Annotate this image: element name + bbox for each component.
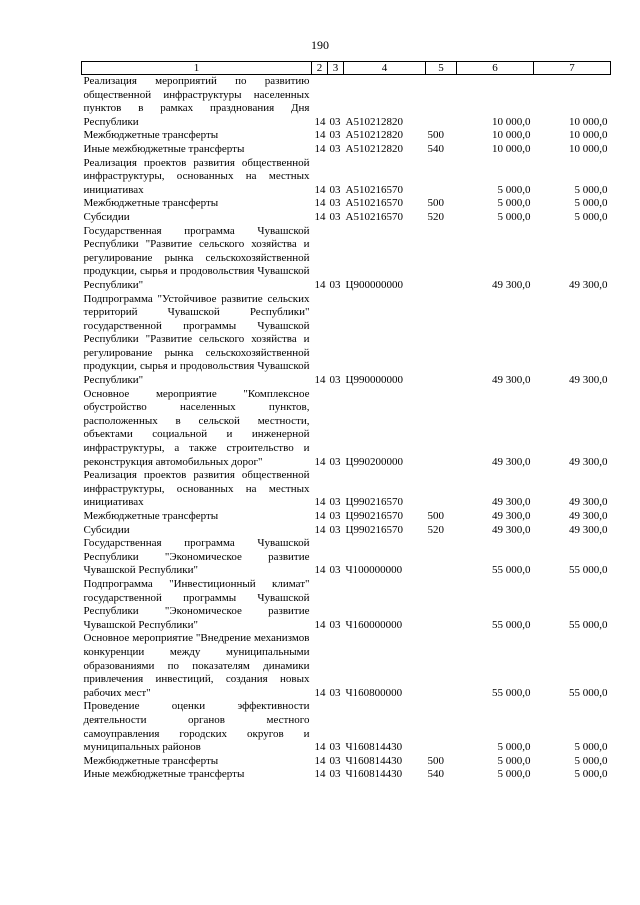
row-section-cell: 14 xyxy=(314,374,326,387)
row-name-cell: Межбюджетные трансферты xyxy=(83,129,219,142)
row-name-cell: Основное мероприятие "Комплексное обустройство населенных пунктов, расположенных в сельской местности, объектами социальной и инженерной инфраструктуры, а также строительство и реконструкция автомобильных дорог" xyxy=(83,387,310,468)
row-expense-type-cell: 520 xyxy=(427,210,444,223)
row-amount-col7-cell: 55 000,0 xyxy=(569,686,608,699)
row-subsection-cell: 03 xyxy=(329,510,341,522)
row-name-cell: Субсидии xyxy=(83,210,130,223)
header-col-1: 1 xyxy=(82,62,312,75)
table-row xyxy=(82,578,611,632)
table-row xyxy=(82,225,611,293)
row-target-article-cell: А510212820 xyxy=(345,129,403,142)
row-subsection-cell: 03 xyxy=(329,455,341,468)
row-amount-col7-cell: 49 300,0 xyxy=(569,278,608,291)
row-amount-col6-cell: 49 300,0 xyxy=(492,523,531,536)
header-col-5: 5 xyxy=(426,62,457,75)
row-expense-type-cell: 540 xyxy=(427,768,444,781)
row-expense-type-cell xyxy=(426,469,457,510)
row-target-article-cell: Ч160000000 xyxy=(345,618,403,631)
row-section-cell: 14 xyxy=(314,183,326,196)
row-subsection-cell: 03 xyxy=(329,129,341,142)
row-amount-col6-cell: 55 000,0 xyxy=(492,618,531,631)
row-amount-col6-cell: 5 000,0 xyxy=(497,768,531,781)
budget-table-container xyxy=(81,61,610,782)
header-col-6: 6 xyxy=(457,62,534,75)
row-name-cell: Реализация проектов развития общественной инфраструктуры, основанных на местных инициативах xyxy=(83,156,310,196)
row-name-cell: Межбюджетные трансферты xyxy=(83,510,219,522)
table-body xyxy=(82,75,611,782)
budget-table xyxy=(81,61,611,782)
row-expense-type-cell xyxy=(426,75,457,130)
page-number: 190 xyxy=(311,38,329,52)
row-name-cell: Иные межбюджетные трансферты xyxy=(83,142,245,155)
row-subsection-cell: 03 xyxy=(329,210,341,223)
row-section-cell: 14 xyxy=(314,510,326,522)
row-subsection-cell: 03 xyxy=(329,768,341,781)
row-name-cell: Иные межбюджетные трансферты xyxy=(83,768,245,781)
row-amount-col7-cell: 49 300,0 xyxy=(569,510,608,522)
row-target-article-cell: Ч160814430 xyxy=(345,741,403,754)
row-amount-col6-cell: 5 000,0 xyxy=(497,183,531,196)
row-target-article-cell: Ц990200000 xyxy=(345,455,403,468)
row-name-cell: Межбюджетные трансферты xyxy=(83,754,219,767)
row-section-cell: 14 xyxy=(314,754,326,767)
row-section-cell: 14 xyxy=(314,768,326,781)
row-target-article-cell: Ч160814430 xyxy=(345,768,403,781)
table-row xyxy=(82,75,611,130)
row-subsection-cell: 03 xyxy=(329,618,341,631)
header-col-4: 4 xyxy=(344,62,426,75)
row-amount-col7-cell: 10 000,0 xyxy=(569,142,608,155)
row-subsection-cell: 03 xyxy=(329,523,341,536)
row-target-article-cell: Ц990216570 xyxy=(345,510,403,522)
header-col-2: 2 xyxy=(312,62,328,75)
row-amount-col7-cell: 49 300,0 xyxy=(569,455,608,468)
row-subsection-cell: 03 xyxy=(329,183,341,196)
row-target-article-cell: Ч160800000 xyxy=(345,686,403,699)
row-target-article-cell: Ц900000000 xyxy=(345,278,403,291)
table-row xyxy=(82,537,611,578)
row-amount-col7-cell: 5 000,0 xyxy=(574,210,608,223)
row-expense-type-cell xyxy=(426,578,457,632)
row-subsection-cell: 03 xyxy=(329,754,341,767)
row-amount-col7-cell: 10 000,0 xyxy=(569,129,608,142)
row-section-cell: 14 xyxy=(314,686,326,699)
table-row xyxy=(82,293,611,388)
row-subsection-cell: 03 xyxy=(329,278,341,291)
row-name-cell: Реализация мероприятий по развитию общественной инфраструктуры населенных пунктов в рамках празднования Дня Республики xyxy=(83,75,310,128)
row-section-cell: 14 xyxy=(314,618,326,631)
table-row xyxy=(82,211,611,225)
row-amount-col7-cell: 55 000,0 xyxy=(569,564,608,577)
row-subsection-cell: 03 xyxy=(329,142,341,155)
row-expense-type-cell: 500 xyxy=(427,754,444,767)
row-name-cell: Подпрограмма "Инвестиционный климат" государственной программы Чувашской Республики "Экономическое развитие Чувашской Республики" xyxy=(83,577,310,631)
row-amount-col6-cell: 10 000,0 xyxy=(492,129,531,142)
table-row xyxy=(82,755,611,769)
row-target-article-cell: Ц990000000 xyxy=(345,374,403,387)
row-expense-type-cell xyxy=(426,157,457,198)
row-target-article-cell: А510216570 xyxy=(345,183,403,196)
row-target-article-cell: А510216570 xyxy=(345,197,403,210)
header-row xyxy=(82,62,611,75)
row-amount-col6-cell: 5 000,0 xyxy=(497,754,531,767)
table-header xyxy=(82,62,611,75)
row-name-cell: Подпрограмма "Устойчивое развитие сельских территорий Чувашской Республики" государственной программы Чувашской Республики "Развитие сельского хозяйства и регулирование рынка сельскохозяйственной продукции, сырья и продовольствия Чувашской Республики" xyxy=(83,292,310,387)
row-amount-col6-cell: 5 000,0 xyxy=(497,741,531,754)
table-row xyxy=(82,388,611,470)
row-amount-col6-cell: 5 000,0 xyxy=(497,210,531,223)
row-subsection-cell: 03 xyxy=(329,374,341,387)
row-name-cell: Основное мероприятие "Внедрение механизмов конкуренции между муниципальными образованиями по показателям динамики привлечения инвестиций, создания новых рабочих мест" xyxy=(83,632,310,699)
row-amount-col7-cell: 49 300,0 xyxy=(569,374,608,387)
row-amount-col6-cell: 49 300,0 xyxy=(492,455,531,468)
row-expense-type-cell: 500 xyxy=(427,510,444,522)
row-section-cell: 14 xyxy=(314,142,326,155)
row-name-cell: Субсидии xyxy=(83,523,130,536)
row-expense-type-cell xyxy=(426,537,457,578)
row-section-cell: 14 xyxy=(314,455,326,468)
row-section-cell: 14 xyxy=(314,523,326,536)
header-col-3: 3 xyxy=(328,62,344,75)
row-section-cell: 14 xyxy=(314,564,326,577)
row-name-cell: Государственная программа Чувашской Республики "Развитие сельского хозяйства и регулирование рынка сельскохозяйственной продукции, сырья и продовольствия Чувашской Республики" xyxy=(83,224,310,291)
row-amount-col7-cell: 5 000,0 xyxy=(574,768,608,781)
table-row xyxy=(82,632,611,700)
row-section-cell: 14 xyxy=(314,197,326,210)
row-amount-col6-cell: 10 000,0 xyxy=(492,142,531,155)
row-amount-col7-cell: 55 000,0 xyxy=(569,618,608,631)
row-target-article-cell: Ц990216570 xyxy=(345,496,403,509)
row-amount-col6-cell: 55 000,0 xyxy=(492,686,531,699)
row-expense-type-cell: 540 xyxy=(427,142,444,155)
row-name-cell: Реализация проектов развития общественной инфраструктуры, основанных на местных инициативах xyxy=(83,469,310,509)
row-section-cell: 14 xyxy=(314,210,326,223)
table-row xyxy=(82,700,611,754)
row-amount-col7-cell: 5 000,0 xyxy=(574,183,608,196)
table-row xyxy=(82,129,611,143)
row-expense-type-cell: 520 xyxy=(427,523,444,536)
row-subsection-cell: 03 xyxy=(329,741,341,754)
row-target-article-cell: Ц990216570 xyxy=(345,523,403,536)
table-row xyxy=(82,197,611,211)
row-target-article-cell: А510216570 xyxy=(345,210,403,223)
row-section-cell: 14 xyxy=(314,115,326,128)
row-amount-col6-cell: 10 000,0 xyxy=(492,115,531,128)
row-expense-type-cell xyxy=(426,293,457,388)
row-amount-col6-cell: 49 300,0 xyxy=(492,496,531,509)
row-target-article-cell: Ч100000000 xyxy=(345,564,403,577)
row-subsection-cell: 03 xyxy=(329,564,341,577)
row-section-cell: 14 xyxy=(314,129,326,142)
row-amount-col6-cell: 55 000,0 xyxy=(492,564,531,577)
table-row xyxy=(82,510,611,524)
row-expense-type-cell xyxy=(426,388,457,470)
row-section-cell: 14 xyxy=(314,741,326,754)
row-amount-col6-cell: 49 300,0 xyxy=(492,374,531,387)
row-amount-col7-cell: 49 300,0 xyxy=(569,523,608,536)
table-row xyxy=(82,524,611,538)
row-name-cell: Межбюджетные трансферты xyxy=(83,197,219,210)
row-target-article-cell: А510212820 xyxy=(345,115,403,128)
row-section-cell: 14 xyxy=(314,496,326,509)
row-amount-col7-cell: 10 000,0 xyxy=(569,115,608,128)
row-subsection-cell: 03 xyxy=(329,686,341,699)
row-expense-type-cell xyxy=(426,632,457,700)
header-col-7: 7 xyxy=(534,62,611,75)
row-expense-type-cell: 500 xyxy=(427,129,444,142)
row-name-cell: Проведение оценки эффективности деятельности органов местного самоуправления городских округов и муниципальных районов xyxy=(83,700,310,754)
row-amount-col6-cell: 49 300,0 xyxy=(492,510,531,522)
row-target-article-cell: А510212820 xyxy=(345,142,403,155)
row-target-article-cell: Ч160814430 xyxy=(345,754,403,767)
row-expense-type-cell xyxy=(426,700,457,754)
table-row xyxy=(82,157,611,198)
row-section-cell: 14 xyxy=(314,278,326,291)
row-amount-col7-cell: 49 300,0 xyxy=(569,496,608,509)
table-row xyxy=(82,143,611,157)
row-amount-col7-cell: 5 000,0 xyxy=(574,197,608,210)
table-row xyxy=(82,469,611,510)
row-subsection-cell: 03 xyxy=(329,197,341,210)
row-expense-type-cell: 500 xyxy=(427,197,444,210)
table-row xyxy=(82,768,611,782)
row-name-cell: Государственная программа Чувашской Республики "Экономическое развитие Чувашской Республики" xyxy=(83,537,310,577)
row-amount-col6-cell: 49 300,0 xyxy=(492,278,531,291)
row-amount-col7-cell: 5 000,0 xyxy=(574,754,608,767)
row-subsection-cell: 03 xyxy=(329,115,341,128)
row-amount-col6-cell: 5 000,0 xyxy=(497,197,531,210)
row-subsection-cell: 03 xyxy=(329,496,341,509)
row-amount-col7-cell: 5 000,0 xyxy=(574,741,608,754)
row-expense-type-cell xyxy=(426,225,457,293)
